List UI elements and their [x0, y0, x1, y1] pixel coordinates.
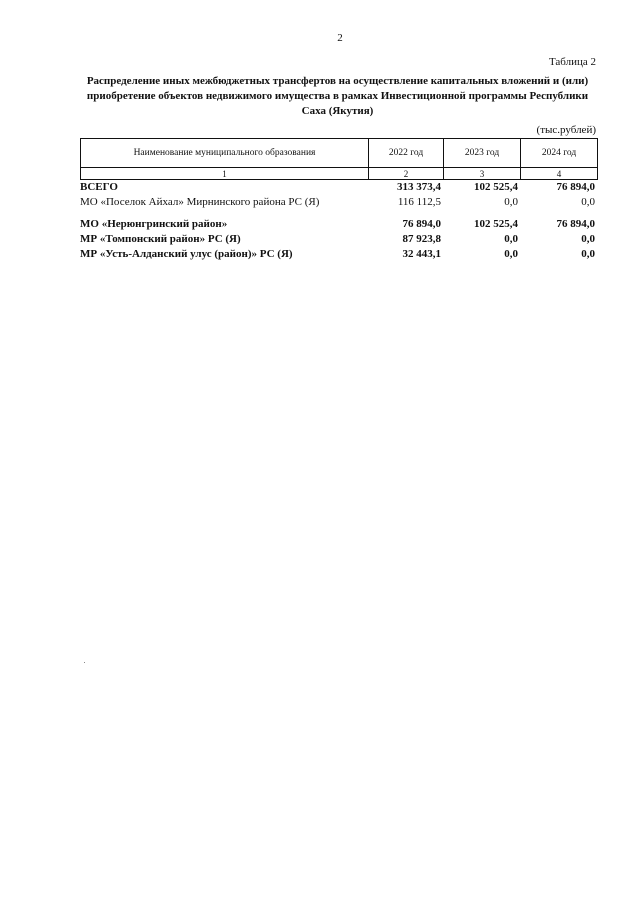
header-municipality: Наименование муниципального образования: [81, 139, 369, 168]
row-value-2022: 32 443,1: [402, 248, 441, 260]
title-line-2: приобретение объектов недвижимого имущества в рамках Инвестиционной программы Республики: [86, 90, 589, 102]
row-value-2022: 313 373,4: [397, 181, 441, 193]
scan-speck: [84, 662, 85, 663]
title-line-3: Саха (Якутия): [301, 105, 374, 117]
row-name: МР «Усть-Алданский улус (район)» РС (Я): [80, 248, 293, 260]
row-value-2023: 0,0: [504, 233, 518, 245]
column-number-1: 1: [81, 168, 369, 180]
column-number-4: 4: [521, 168, 598, 180]
row-value-2023: 102 525,4: [474, 218, 518, 230]
row-value-2022: 116 112,5: [397, 196, 441, 208]
row-name: МО «Нерюнгринский район»: [80, 218, 228, 230]
header-2024: 2024 год: [521, 139, 598, 168]
row-value-2024: 76 894,0: [556, 218, 595, 230]
column-number-3: 3: [444, 168, 521, 180]
row-value-2023: 102 525,4: [474, 181, 518, 193]
header-2023: 2023 год: [444, 139, 521, 168]
row-value-2023: 0,0: [504, 196, 518, 208]
column-number-2: 2: [369, 168, 444, 180]
row-name: ВСЕГО: [80, 181, 118, 193]
table-label: Таблица 2: [548, 56, 596, 68]
row-name: МР «Томпонский район» РС (Я): [80, 233, 241, 245]
units-label: (тыс.рублей): [536, 124, 596, 136]
table-row: [80, 247, 597, 262]
table-row-total: [80, 180, 597, 195]
title-line-1: Распределение иных межбюджетных трансфертов на осуществление капитальных вложений и (или): [86, 75, 589, 87]
table-header: [80, 138, 598, 180]
row-value-2022: 87 923,8: [402, 233, 441, 245]
table-row: [80, 217, 597, 232]
table-body: [80, 180, 597, 262]
row-value-2024: 0,0: [581, 233, 595, 245]
page-number: 2: [337, 32, 343, 44]
row-value-2024: 76 894,0: [556, 181, 595, 193]
table-row: [80, 195, 597, 210]
row-value-2024: 0,0: [581, 248, 595, 260]
row-name: МО «Поселок Айхал» Мирнинского района РС (Я): [80, 196, 320, 208]
row-spacer: [80, 210, 597, 217]
table-row: [80, 232, 597, 247]
row-value-2024: 0,0: [581, 196, 595, 208]
document-title: [80, 74, 595, 119]
header-2022: 2022 год: [369, 139, 444, 168]
row-value-2022: 76 894,0: [402, 218, 441, 230]
row-value-2023: 0,0: [504, 248, 518, 260]
transfers-table: [80, 138, 597, 262]
